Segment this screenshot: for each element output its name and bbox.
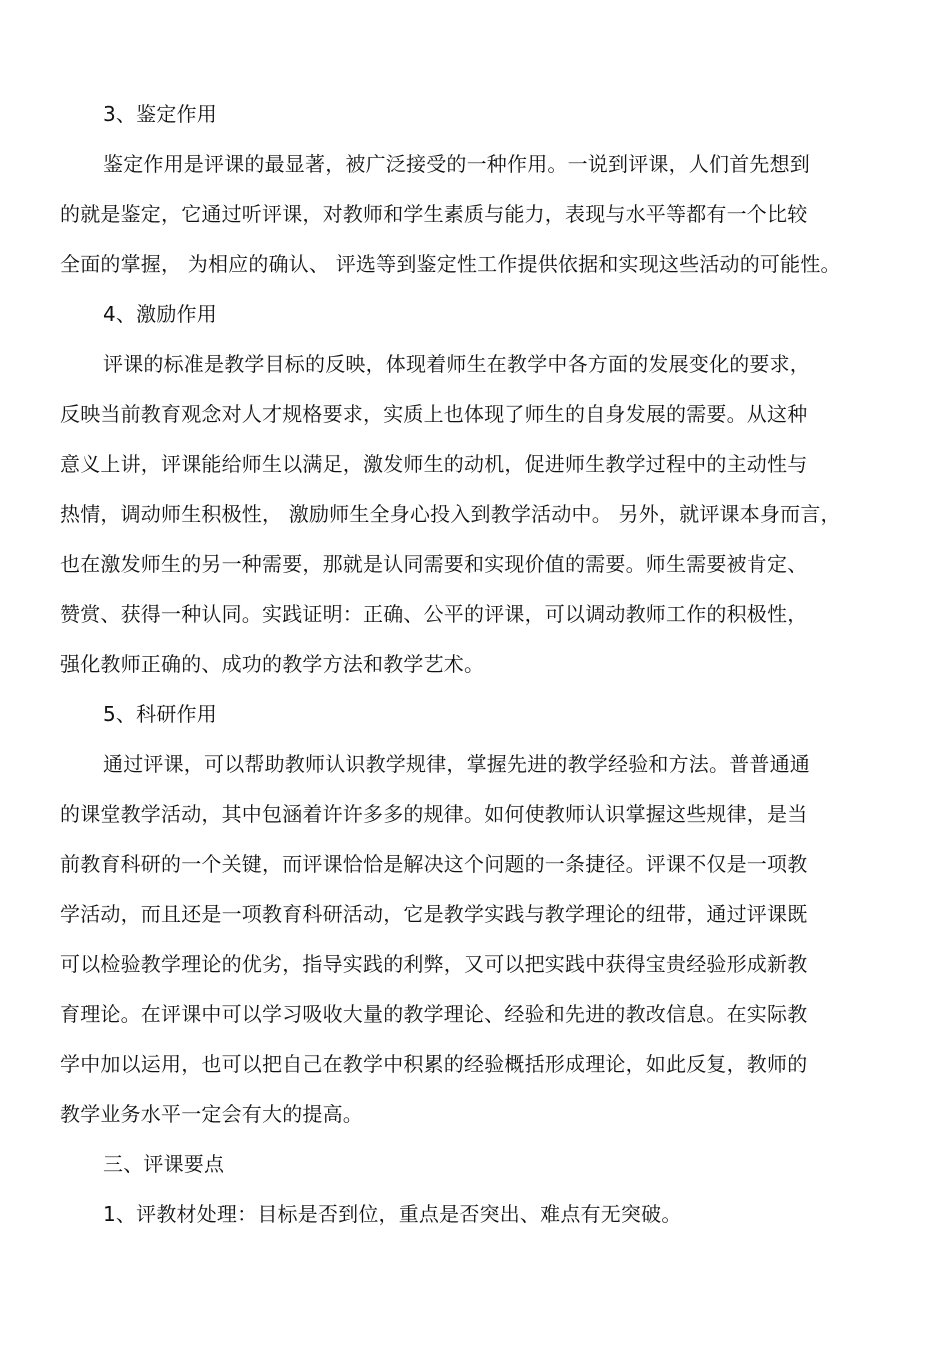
paragraph-line: 全面的掌握， 为相应的确认、 评选等到鉴定性工作提供依据和实现这些活动的可能性。 bbox=[60, 252, 841, 276]
section-heading: 5、科研作用 bbox=[103, 702, 217, 726]
paragraph-line: 通过评课，可以帮助教师认识教学规律，掌握先进的教学经验和方法。普普通通 bbox=[103, 752, 810, 776]
paragraph-line: 育理论。在评课中可以学习吸收大量的教学理论、经验和先进的教改信息。在实际教 bbox=[60, 1002, 808, 1026]
paragraph-line: 也在激发师生的另一种需要，那就是认同需要和实现价值的需要。师生需要被肯定、 bbox=[60, 552, 808, 576]
paragraph-line: 赞赏、获得一种认同。实践证明：正确、公平的评课，可以调动教师工作的积极性， bbox=[60, 602, 808, 626]
paragraph-line: 学活动，而且还是一项教育科研活动，它是教学实践与教学理论的纽带，通过评课既 bbox=[60, 902, 808, 926]
paragraph-line: 反映当前教育观念对人才规格要求，实质上也体现了师生的自身发展的需要。从这种 bbox=[60, 402, 808, 426]
paragraph-line: 可以检验教学理论的优劣，指导实践的利弊，又可以把实践中获得宝贵经验形成新教 bbox=[60, 952, 808, 976]
paragraph-line: 热情，调动师生积极性， 激励师生全身心投入到教学活动中。 另外，就评课本身而言， bbox=[60, 502, 841, 526]
paragraph-line: 评课的标准是教学目标的反映，体现着师生在教学中各方面的发展变化的要求， bbox=[103, 352, 810, 376]
paragraph-line: 鉴定作用是评课的最显著，被广泛接受的一种作用。一说到评课，人们首先想到 bbox=[103, 152, 810, 176]
paragraph-line: 的课堂教学活动，其中包涵着许许多多的规律。如何使教师认识掌握这些规律，是当 bbox=[60, 802, 808, 826]
section-heading: 4、激励作用 bbox=[103, 302, 217, 326]
paragraph-line: 教学业务水平一定会有大的提高。 bbox=[60, 1102, 363, 1126]
paragraph-line: 前教育科研的一个关键，而评课恰恰是解决这个问题的一条捷径。评课不仅是一项教 bbox=[60, 852, 808, 876]
section-heading: 3、鉴定作用 bbox=[103, 102, 217, 126]
paragraph-line: 意义上讲，评课能给师生以满足，激发师生的动机，促进师生教学过程中的主动性与 bbox=[60, 452, 808, 476]
paragraph-line: 学中加以运用，也可以把自己在教学中积累的经验概括形成理论，如此反复，教师的 bbox=[60, 1052, 808, 1076]
paragraph-line: 强化教师正确的、成功的教学方法和教学艺术。 bbox=[60, 652, 485, 676]
paragraph-line: 1、评教材处理：目标是否到位，重点是否突出、难点有无突破。 bbox=[103, 1202, 682, 1226]
section-heading: 三、评课要点 bbox=[103, 1152, 225, 1176]
paragraph-line: 的就是鉴定，它通过听评课，对教师和学生素质与能力，表现与水平等都有一个比较 bbox=[60, 202, 808, 226]
